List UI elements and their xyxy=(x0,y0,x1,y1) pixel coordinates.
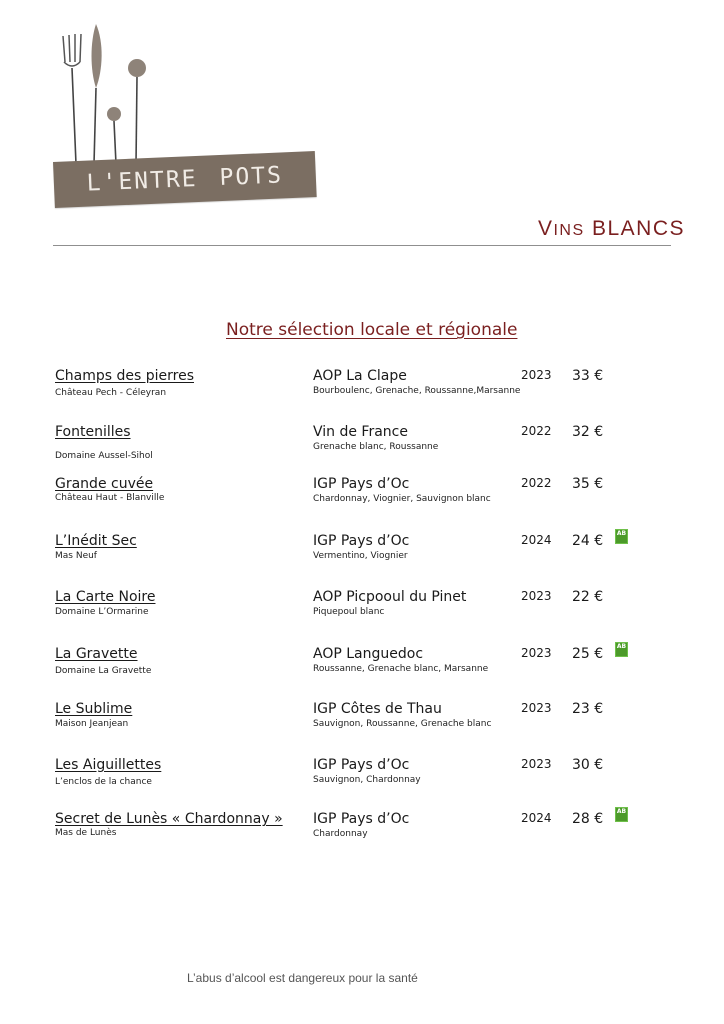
wine-producer: Mas Neuf xyxy=(55,551,97,561)
wine-appellation: IGP Côtes de Thau xyxy=(313,701,442,717)
wine-appellation: AOP La Clape xyxy=(313,368,407,384)
wine-grapes: Grenache blanc, Roussanne xyxy=(313,442,439,452)
wine-vintage: 2023 xyxy=(521,368,552,382)
logo-text xyxy=(53,151,317,208)
wine-appellation: IGP Pays d’Oc xyxy=(313,811,410,827)
section-title-initial: V xyxy=(537,217,554,240)
wine-producer: Maison Jeanjean xyxy=(55,719,129,729)
wine-producer: Domaine L’Ormarine xyxy=(55,607,149,617)
wine-producer: Château Haut - Blanville xyxy=(55,493,165,503)
wine-grapes: Piquepoul blanc xyxy=(313,607,385,617)
wine-vintage: 2022 xyxy=(521,476,552,490)
wine-name: Champs des pierres xyxy=(55,368,194,384)
wine-vintage: 2023 xyxy=(521,589,552,603)
section-title-small-caps: INS xyxy=(553,222,585,239)
wine-appellation: Vin de France xyxy=(313,424,408,440)
wine-producer: Mas de Lunès xyxy=(55,828,117,838)
wine-appellation: IGP Pays d’Oc xyxy=(313,533,410,549)
wine-row xyxy=(0,589,724,629)
wine-price: 25 € xyxy=(572,646,604,662)
wine-name: Secret de Lunès « Chardonnay » xyxy=(55,811,283,827)
wine-price: 32 € xyxy=(572,424,604,440)
wine-name: La Carte Noire xyxy=(55,589,156,605)
wine-name: L’Inédit Sec xyxy=(55,533,137,549)
header-divider xyxy=(53,245,671,246)
wine-vintage: 2024 xyxy=(521,533,552,547)
wine-price: 28 € xyxy=(572,811,604,827)
wine-row xyxy=(0,476,724,516)
wine-row xyxy=(0,368,724,408)
wine-grapes: Chardonnay, Viognier, Sauvignon blanc xyxy=(313,494,491,504)
wine-vintage: 2022 xyxy=(521,424,552,438)
wine-price: 22 € xyxy=(572,589,604,605)
wine-price: 33 € xyxy=(572,368,604,384)
wine-price: 23 € xyxy=(572,701,604,717)
section-title xyxy=(538,217,685,241)
wine-name: Les Aiguillettes xyxy=(55,757,162,773)
wine-name: Le Sublime xyxy=(55,701,133,717)
selection-subtitle: Notre sélection locale et régionale xyxy=(226,320,518,340)
wine-grapes: Sauvignon, Roussanne, Grenache blanc xyxy=(313,719,492,729)
organic-ab-icon: AB xyxy=(615,807,628,822)
section-title-rest: BLANCS xyxy=(584,217,685,240)
wine-row xyxy=(0,530,724,573)
wine-row xyxy=(0,424,724,464)
wine-name: Grande cuvée xyxy=(55,476,154,492)
wine-vintage: 2023 xyxy=(521,701,552,715)
wine-grapes: Sauvignon, Chardonnay xyxy=(313,775,421,785)
wine-grapes: Roussanne, Grenache blanc, Marsanne xyxy=(313,664,489,674)
wine-name: Fontenilles xyxy=(55,424,131,440)
wine-producer: Domaine La Gravette xyxy=(55,666,152,676)
wine-grapes: Bourboulenc, Grenache, Roussanne,Marsanne xyxy=(313,386,521,396)
wine-appellation: AOP Picpooul du Pinet xyxy=(313,589,467,605)
wine-name: La Gravette xyxy=(55,646,138,662)
wine-row xyxy=(0,808,724,851)
wine-grapes: Chardonnay xyxy=(313,829,368,839)
wine-producer: Domaine Aussel-Sihol xyxy=(55,451,153,461)
organic-ab-icon: AB xyxy=(615,529,628,544)
wine-vintage: 2024 xyxy=(521,811,552,825)
wine-vintage: 2023 xyxy=(521,757,552,771)
wine-producer: L’enclos de la chance xyxy=(55,777,152,787)
wine-row xyxy=(0,643,724,686)
wine-appellation: IGP Pays d’Oc xyxy=(313,476,410,492)
wine-grapes: Vermentino, Viognier xyxy=(313,551,408,561)
wine-appellation: IGP Pays d’Oc xyxy=(313,757,410,773)
wine-vintage: 2023 xyxy=(521,646,552,660)
wine-appellation: AOP Languedoc xyxy=(313,646,424,662)
wine-producer: Château Pech - Céleyran xyxy=(55,388,167,398)
organic-ab-icon: AB xyxy=(615,642,628,657)
wine-row xyxy=(0,757,724,797)
fork-and-pots-icon xyxy=(50,22,318,172)
health-warning: L’abus d’alcool est dangereux pour la santé xyxy=(187,971,418,985)
restaurant-logo xyxy=(50,22,318,197)
logo-band xyxy=(53,151,317,208)
logo-word-entre: L'ENTRE xyxy=(86,165,199,197)
wine-price: 30 € xyxy=(572,757,604,773)
wine-price: 35 € xyxy=(572,476,604,492)
wine-price: 24 € xyxy=(572,533,604,549)
logo-word-pots: POTS xyxy=(219,162,284,192)
wine-row xyxy=(0,701,724,741)
